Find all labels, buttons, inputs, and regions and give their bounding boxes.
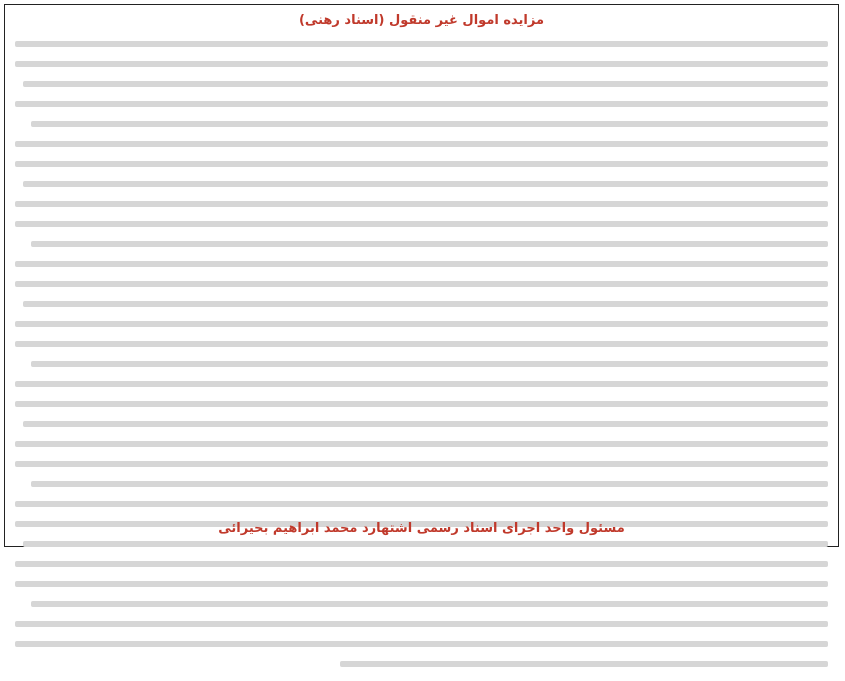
body-line bbox=[15, 41, 828, 47]
body-line bbox=[15, 581, 828, 587]
body-line bbox=[31, 601, 828, 607]
body-line bbox=[15, 501, 828, 507]
body-line bbox=[23, 81, 828, 87]
body-line bbox=[15, 281, 828, 287]
body-line bbox=[23, 421, 828, 427]
body-line bbox=[15, 341, 828, 347]
body-line bbox=[15, 201, 828, 207]
body-line bbox=[340, 661, 828, 667]
body-line bbox=[15, 61, 828, 67]
body-line bbox=[23, 541, 828, 547]
body-line bbox=[15, 561, 828, 567]
body-line bbox=[23, 301, 828, 307]
body-line bbox=[15, 641, 828, 647]
notice-signature: مسئول واحد اجرای اسناد رسمی اشتهارد محمد ابراهیم بحیرائی bbox=[218, 521, 625, 536]
body-line bbox=[15, 161, 828, 167]
body-line bbox=[15, 141, 828, 147]
body-line bbox=[15, 621, 828, 627]
body-line bbox=[15, 381, 828, 387]
notice-title: مزایده اموال غیر منقول (اسناد رهنی) bbox=[298, 13, 545, 28]
body-line bbox=[15, 101, 828, 107]
body-line bbox=[15, 461, 828, 467]
body-line bbox=[31, 241, 828, 247]
body-line bbox=[15, 321, 828, 327]
body-line bbox=[15, 221, 828, 227]
body-line bbox=[31, 361, 828, 367]
body-line bbox=[31, 481, 828, 487]
body-line bbox=[15, 441, 828, 447]
body-line bbox=[15, 261, 828, 267]
body-line bbox=[31, 121, 828, 127]
notice-frame bbox=[4, 4, 839, 547]
body-line bbox=[23, 181, 828, 187]
body-line bbox=[15, 401, 828, 407]
notice-body bbox=[15, 41, 828, 681]
